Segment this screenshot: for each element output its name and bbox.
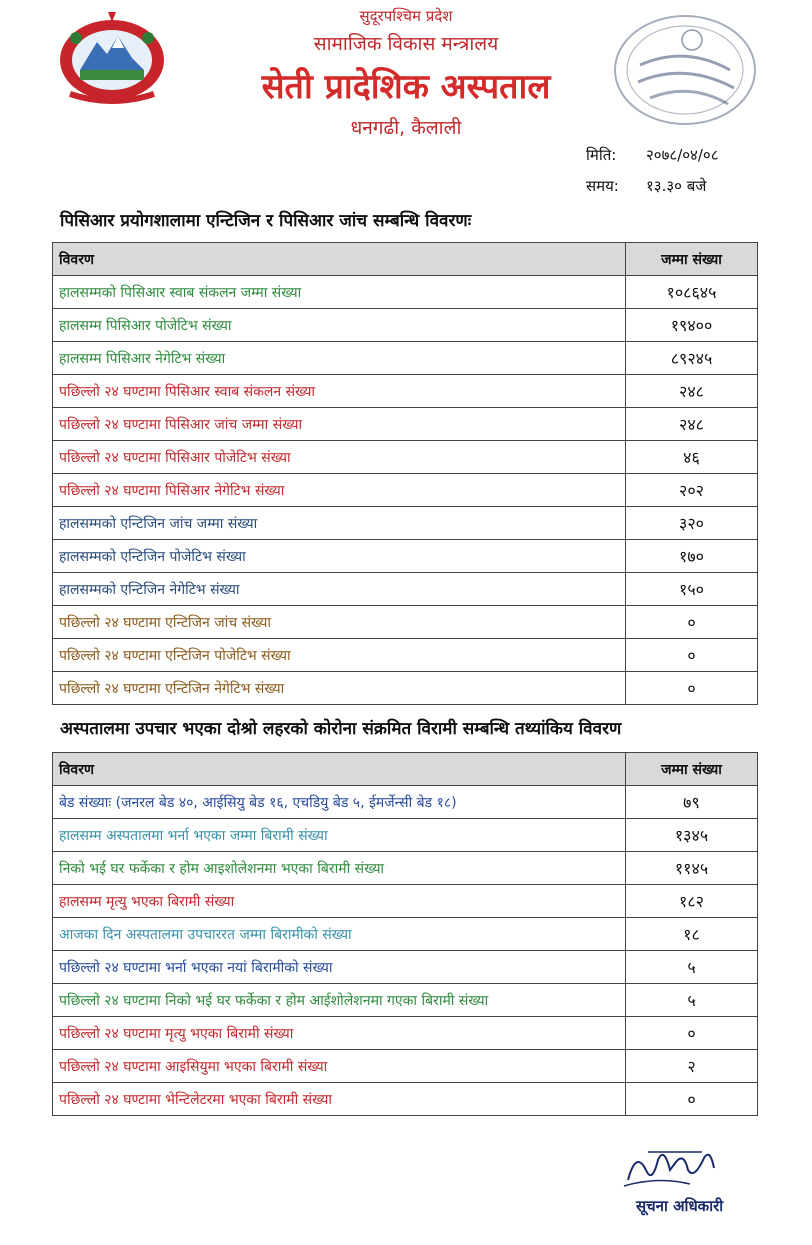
table-row <box>53 342 758 375</box>
hospital-location: धनगढी, कैलाली <box>350 117 462 139</box>
table-row <box>53 984 758 1017</box>
row-description: पछिल्लो २४ घण्टामा मृत्यु भएका बिरामी संख्या <box>53 1017 626 1050</box>
row-total: ० <box>626 1083 758 1116</box>
signature-icon <box>618 1140 728 1190</box>
row-description: पछिल्लो २४ घण्टामा पिसिआर नेगेटिभ संख्या <box>53 474 626 507</box>
row-total: १९४०० <box>626 309 758 342</box>
row-description: हालसम्म मृत्यु भएका बिरामी संख्या <box>53 885 626 918</box>
section-title-lab: पिसिआर प्रयोगशालामा एन्टिजिन र पिसिआर जांच सम्बन्धि विवरणः <box>60 211 472 231</box>
row-total: ० <box>626 1017 758 1050</box>
province-name: सुदूरपश्चिम प्रदेश <box>359 7 453 25</box>
row-total: ५ <box>626 984 758 1017</box>
table-row <box>53 408 758 441</box>
row-description: हालसम्म पिसिआर पोजेटिभ संख्या <box>53 309 626 342</box>
row-total: १७० <box>626 540 758 573</box>
row-description: पछिल्लो २४ घण्टामा एन्टिजिन नेगेटिभ संख्या <box>53 672 626 705</box>
row-description: निको भई घर फर्केका र होम आइशोलेशनमा भएका बिरामी संख्या <box>53 852 626 885</box>
table-row <box>53 885 758 918</box>
report-time <box>586 176 706 196</box>
row-description: पछिल्लो २४ घण्टामा पिसिआर स्वाब संकलन संख्या <box>53 375 626 408</box>
row-description: पछिल्लो २४ घण्टामा आइसियुमा भएका बिरामी संख्या <box>53 1050 626 1083</box>
row-description: आजका दिन अस्पतालमा उपचाररत जम्मा बिरामीको संख्या <box>53 918 626 951</box>
date-value: २०७८/०४/०८ <box>646 146 719 164</box>
table-row <box>53 507 758 540</box>
ministry-name: सामाजिक विकास मन्त्रालय <box>313 33 499 55</box>
table-header <box>53 243 758 276</box>
row-description: हालसम्मको एन्टिजिन नेगेटिभ संख्या <box>53 573 626 606</box>
table-header <box>53 753 758 786</box>
table-row <box>53 606 758 639</box>
row-total: ० <box>626 639 758 672</box>
signatory-title: सूचना अधिकारी <box>636 1197 724 1215</box>
row-total: ११४५ <box>626 852 758 885</box>
table-row <box>53 1083 758 1116</box>
row-total: २४८ <box>626 375 758 408</box>
table-row <box>53 918 758 951</box>
table-row <box>53 1017 758 1050</box>
row-total: १३४५ <box>626 819 758 852</box>
row-total: १८ <box>626 918 758 951</box>
row-total: १०८६४५ <box>626 276 758 309</box>
table-row <box>53 786 758 819</box>
row-total: २०२ <box>626 474 758 507</box>
time-value: १३.३० बजे <box>646 177 707 195</box>
row-description: हालसम्मको एन्टिजिन जांच जम्मा संख्या <box>53 507 626 540</box>
patient-stats-table <box>52 752 758 1116</box>
row-description: पछिल्लो २४ घण्टामा एन्टिजिन पोजेटिभ संख्या <box>53 639 626 672</box>
row-total: ७९ <box>626 786 758 819</box>
table-row <box>53 672 758 705</box>
row-total: ५ <box>626 951 758 984</box>
row-description: पछिल्लो २४ घण्टामा पिसिआर जांच जम्मा संख्या <box>53 408 626 441</box>
table-row <box>53 951 758 984</box>
date-label: मिति: <box>586 146 617 164</box>
section-title-patients: अस्पतालमा उपचार भएका दोश्रो लहरको कोरोना संक्रमित विरामी सम्बन्धि तथ्यांकिय विवरण <box>60 719 622 739</box>
hospital-name: सेती प्रादेशिक अस्पताल <box>261 67 551 107</box>
row-description: पछिल्लो २४ घण्टामा भर्ना भएका नयां बिरामीको संख्या <box>53 951 626 984</box>
table-row <box>53 852 758 885</box>
row-description: हालसम्मको पिसिआर स्वाब संकलन जम्मा संख्या <box>53 276 626 309</box>
row-total: ८९२४५ <box>626 342 758 375</box>
report-date <box>586 145 719 165</box>
row-total: २ <box>626 1050 758 1083</box>
table-row <box>53 441 758 474</box>
column-header-description: विवरण <box>53 753 626 786</box>
row-total: १५० <box>626 573 758 606</box>
table-row <box>53 474 758 507</box>
row-description: हालसम्म अस्पतालमा भर्ना भएका जम्मा बिरामी संख्या <box>53 819 626 852</box>
table-row <box>53 276 758 309</box>
row-description: पछिल्लो २४ घण्टामा पिसिआर पोजेटिभ संख्या <box>53 441 626 474</box>
row-total: ४६ <box>626 441 758 474</box>
row-total: २४८ <box>626 408 758 441</box>
lab-test-table <box>52 242 758 705</box>
row-description: पछिल्लो २४ घण्टामा निको भई घर फर्केका र होम आईशोलेशनमा गएका बिरामी संख्या <box>53 984 626 1017</box>
row-total: ० <box>626 606 758 639</box>
table-row <box>53 573 758 606</box>
row-total: ० <box>626 672 758 705</box>
row-description: पछिल्लो २४ घण्टामा एन्टिजिन जांच संख्या <box>53 606 626 639</box>
row-description: बेड संख्याः (जनरल बेड ४०, आईसियु बेड १६, एचडियु बेड ५, ईमर्जेन्सी बेड १८) <box>53 786 626 819</box>
table-row <box>53 375 758 408</box>
table-row <box>53 309 758 342</box>
table-row <box>53 540 758 573</box>
column-header-total: जम्मा संख्या <box>626 753 758 786</box>
time-label: समय: <box>586 177 619 195</box>
table-row <box>53 1050 758 1083</box>
row-total: १८२ <box>626 885 758 918</box>
row-total: ३२० <box>626 507 758 540</box>
column-header-total: जम्मा संख्या <box>626 243 758 276</box>
row-description: हालसम्म पिसिआर नेगेटिभ संख्या <box>53 342 626 375</box>
column-header-description: विवरण <box>53 243 626 276</box>
table-row <box>53 819 758 852</box>
row-description: पछिल्लो २४ घण्टामा भेन्टिलेटरमा भएका बिरामी संख्या <box>53 1083 626 1116</box>
table-row <box>53 639 758 672</box>
row-description: हालसम्मको एन्टिजिन पोजेटिभ संख्या <box>53 540 626 573</box>
